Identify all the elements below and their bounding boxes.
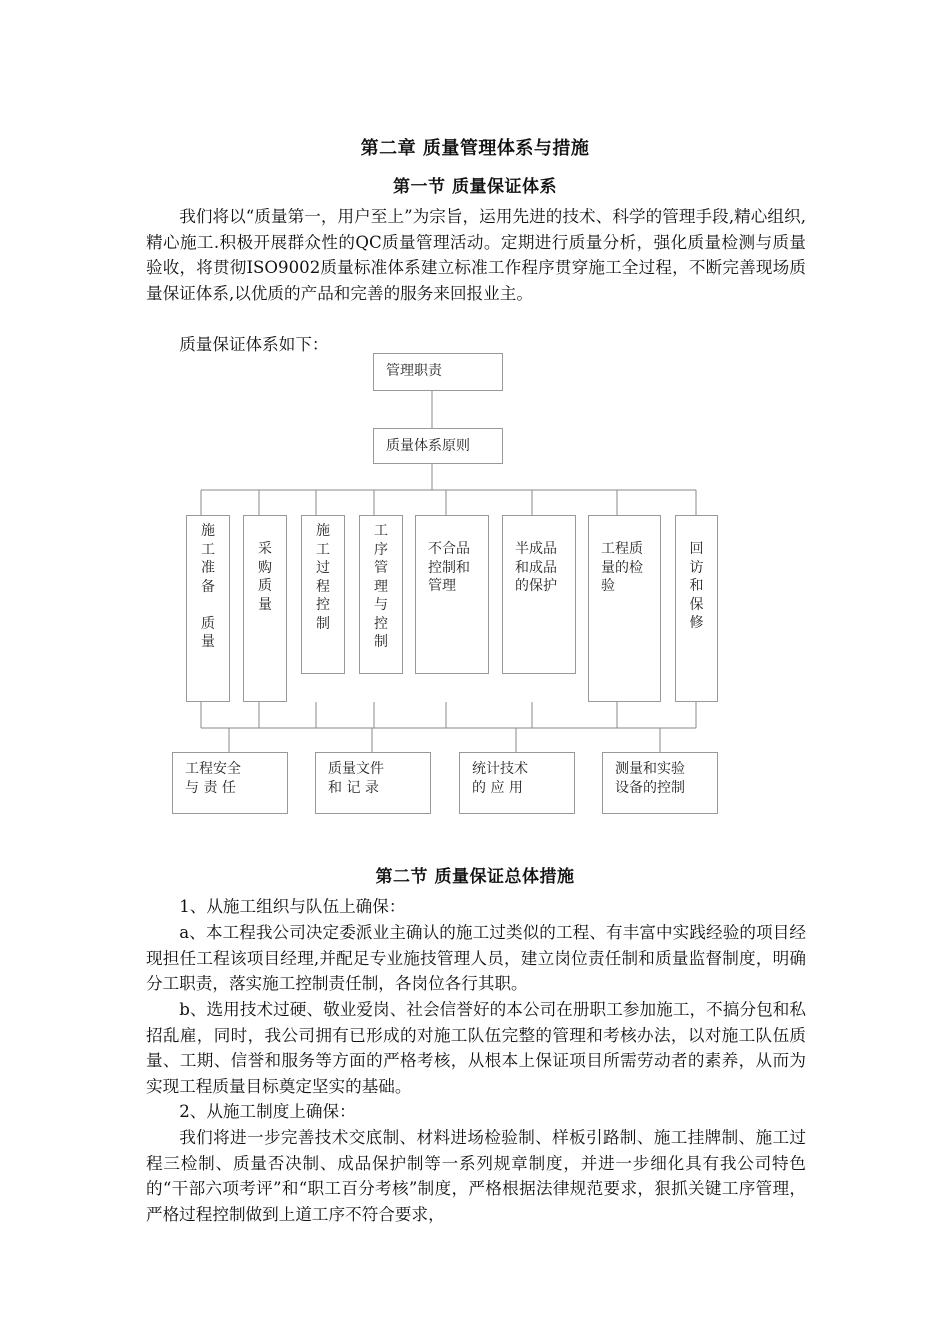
box-label: 制 xyxy=(316,615,330,632)
box-label: 和成品 xyxy=(515,559,557,576)
box-label: 控制和 xyxy=(428,559,470,576)
diagram-box-management-duty xyxy=(373,353,503,391)
box-label: 工 xyxy=(374,523,388,539)
section2-paragraph-1: 1、从施工组织与队伍上确保： xyxy=(179,897,406,916)
box-label: 工程安全 xyxy=(185,761,241,777)
section2-paragraph-5: 我们将进一步完善技术交底制、材料进场检验制、样板引路制、施工挂牌制、施工过程三检制、质量否决制、成品保护制等一系列规章制度，并进一步细化具有我公司特色的“干部六项考评”和“职工百分考核”制度，严格根据法律规范要求，狠抓关键工序管理，严格过程控制做到上道工序不符合要求， xyxy=(146,1128,806,1224)
box-label: 管理职责 xyxy=(386,363,442,379)
diagram-box-quality-documents xyxy=(315,752,431,814)
box-label: 修 xyxy=(689,615,704,631)
box-label: 设备的控制 xyxy=(615,779,685,796)
box-label: 控 xyxy=(374,615,388,632)
box-label: 回 xyxy=(689,541,704,557)
box-label: 半成品 xyxy=(515,541,557,557)
diagram-box-followup-maintenance xyxy=(675,515,718,702)
diagram-box-quality-principles xyxy=(373,428,503,464)
box-label: 工 xyxy=(201,541,215,558)
diagram-box-statistical-techniques xyxy=(459,752,575,814)
box-label: 的 应 用 xyxy=(472,779,523,796)
box-label: 质量体系原则 xyxy=(386,438,470,454)
box-label: 采 xyxy=(258,541,272,557)
section1-paragraph: 我们将以“质量第一，用户至上”为宗旨，运用先进的技术、科学的管理手段,精心组织,精心施工.积极开展群众性的QC质量管理活动。定期进行质量分析，强化质量检测与质量验收，将贯彻ISO9002质量标准体系建立标准工作程序贯穿施工全过程，不断完善现场质量保证体系,以优质的产品和完善的服务来回报业主。 xyxy=(146,207,806,303)
box-label: 访 xyxy=(689,559,704,576)
box-label: 施 xyxy=(201,523,215,539)
box-label: 序 xyxy=(374,541,388,558)
diagram-box-quality-inspection xyxy=(588,515,661,702)
diagram-box-nonconforming-control xyxy=(415,515,489,674)
diagram-box-procedure-management xyxy=(359,515,403,674)
box-label: 的保护 xyxy=(515,578,557,594)
box-label: 统计技术 xyxy=(472,761,528,777)
box-label: 测量和实验 xyxy=(615,761,685,777)
section2-title: 第二节 质量保证总体措施 xyxy=(375,867,575,887)
box-label: 量的检 xyxy=(601,559,643,576)
box-label: 管 xyxy=(374,560,388,576)
box-label: 过 xyxy=(316,560,330,576)
box-label: 制 xyxy=(374,634,388,650)
diagram-box-measurement-equipment xyxy=(602,752,718,814)
box-label: 控 xyxy=(316,597,330,613)
chapter-title: 第二章 质量管理体系与措施 xyxy=(360,138,590,159)
diagram-box-prep-quality xyxy=(186,515,230,702)
box-label: 与 xyxy=(374,597,388,613)
section1-title: 第一节 质量保证体系 xyxy=(393,177,557,197)
box-label: 备 xyxy=(201,578,215,595)
box-label: 程 xyxy=(316,578,330,595)
box-label: 工 xyxy=(316,541,330,558)
box-label: 保 xyxy=(689,596,704,613)
box-label: 理 xyxy=(374,578,388,595)
diagram-box-purchase-quality xyxy=(243,515,287,702)
box-label: 量 xyxy=(201,634,215,650)
box-label: 工程质 xyxy=(601,541,643,557)
section2-paragraph-2: a、本工程我公司决定委派业主确认的施工过类似的工程、有丰富中实践经验的项目经现担任工程该项目经理,并配足专业施技管理人员，建立岗位责任制和质量监督制度，明确分工职责，落实施工控制责任制，各岗位各行其职。 xyxy=(146,923,806,994)
box-label: 量 xyxy=(258,596,272,613)
section2-paragraph-3: b、选用技术过硬、敬业爱岗、社会信誉好的本公司在册职工参加施工，不搞分包和私招乱雇，同时，我公司拥有已形成的对施工队伍完整的管理和考核办法，以对施工队伍质量、工期、信誉和服务等方面的严格考核，从根本上保证项目所需劳动者的素养，从而为实现工程质量目标奠定坚实的基础。 xyxy=(146,1000,806,1096)
diagram-box-safety-responsibility xyxy=(172,752,288,814)
section1-diagram-intro: 质量保证体系如下： xyxy=(179,335,329,354)
box-label: 和 记 录 xyxy=(328,779,379,796)
box-label: 与 责 任 xyxy=(185,779,236,796)
box-label: 质 xyxy=(201,615,215,632)
box-label xyxy=(187,596,229,615)
box-label: 购 xyxy=(258,559,272,576)
box-label: 不合品 xyxy=(428,541,470,557)
box-label: 质量文件 xyxy=(328,761,384,777)
box-label: 和 xyxy=(689,578,704,594)
box-label: 管理 xyxy=(428,578,456,594)
box-label: 验 xyxy=(601,578,615,594)
box-label: 施 xyxy=(316,523,330,539)
box-label: 质 xyxy=(258,578,272,594)
diagram-box-process-control xyxy=(301,515,345,674)
section2-paragraph-4: 2、从施工制度上确保： xyxy=(179,1102,356,1121)
box-label: 准 xyxy=(201,560,215,576)
diagram-box-product-protection xyxy=(502,515,576,674)
